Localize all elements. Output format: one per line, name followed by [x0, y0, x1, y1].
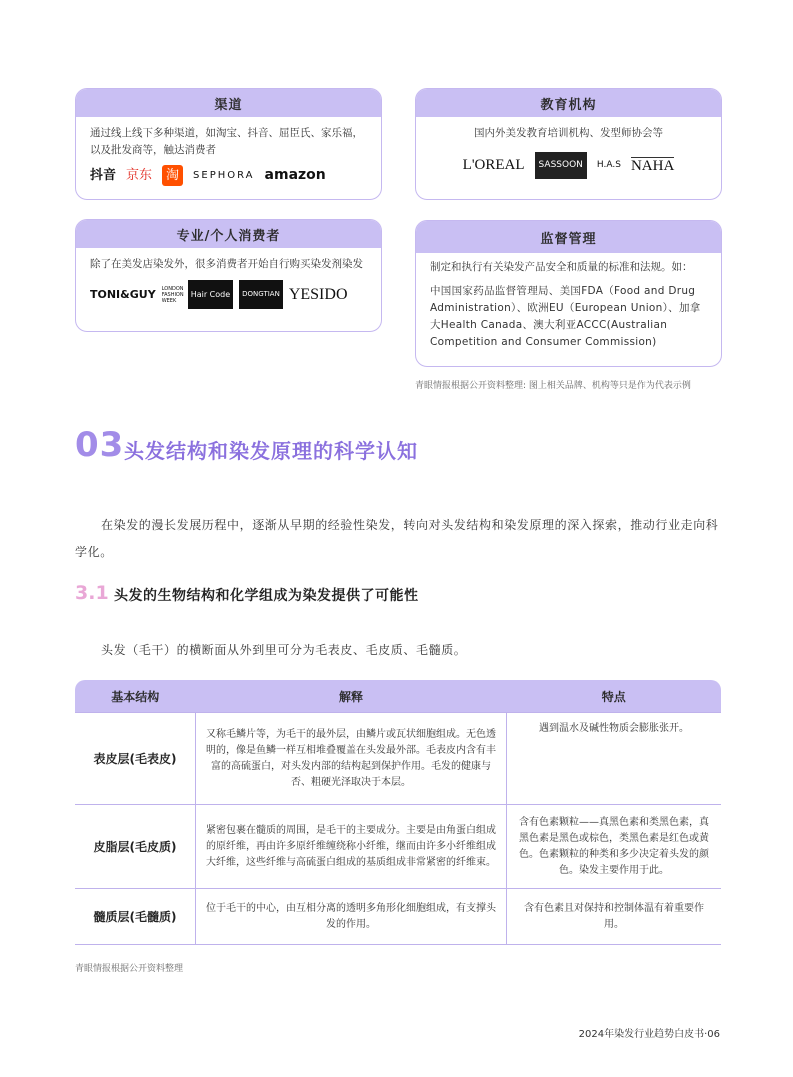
regulator-card-text: 制定和执行有关染发产品安全和质量的标准和法规。如： [430, 261, 693, 273]
section-title: 头发结构和染发原理的科学认知 [124, 439, 418, 463]
page-footer: 2024年染发行业趋势白皮书·06 [578, 1029, 720, 1040]
header-feature: 特点 [507, 680, 722, 713]
amazon-logo: amazon [264, 167, 326, 183]
taobao-logo: 淘 [162, 165, 183, 186]
table-row [75, 889, 721, 945]
intro-paragraph: 在染发的漫长发展历程中，逐渐从早期的经验性染发，转向对头发结构和染发原理的深入探索，推动行业走向科学化。 [75, 518, 719, 559]
channel-card-text: 通过线上线下多种渠道，如淘宝、抖音、屈臣氏、家乐福，以及批发商等，触达消费者 [90, 127, 363, 156]
header-structure: 基本结构 [75, 680, 196, 713]
channel-card-title: 渠道 [76, 89, 381, 117]
education-card-text: 国内外美发教育培训机构、发型师协会等 [474, 127, 663, 139]
table-header-row [75, 680, 721, 713]
education-card-title: 教育机构 [416, 89, 721, 117]
consumer-card-title: 专业/个人消费者 [76, 220, 381, 248]
table-caption: 青眼情报根据公开资料整理 [75, 964, 184, 974]
row-feature: 含有色素且对保持和控制体温有着重要作用。 [507, 889, 722, 945]
regulator-card-list: 中国国家药品监督管理局、美国FDA（Food and Drug Administration）、欧洲EU（European Union）、加拿大Health Canada、澳大利亚ACCC(Australian Competition and Consumer Commission) [430, 285, 701, 348]
regulator-card [415, 220, 722, 367]
education-logos [430, 152, 707, 179]
loreal-logo: L'OREAL [462, 157, 525, 173]
row-structure: 表皮层(毛表皮) [75, 713, 196, 805]
subsection-title: 头发的生物结构和化学组成为染发提供了可能性 [114, 588, 419, 604]
naha-logo: NAHA [630, 157, 675, 174]
table-row [75, 713, 721, 805]
row-feature: 含有色素颗粒——真黑色素和类黑色素，真黑色素是黑色或棕色，类黑色素是红色或黄色。色素颗粒的种类和多少决定着头发的颜色。染发主要作用于此。 [507, 805, 722, 889]
toniguy-logo: TONI&GUY [90, 288, 156, 301]
row-explanation: 又称毛鳞片等，为毛干的最外层，由鳞片或瓦状细胞组成。无色透明的，像是鱼鳞一样互相堆叠覆盖在头发最外部。毛表皮内含有丰富的高硫蛋白，对头发内部的结构起到保护作用。毛发的健康与否、粗硬光泽取决于本层。 [196, 713, 507, 805]
header-explanation: 解释 [196, 680, 507, 713]
channel-logos [90, 165, 367, 186]
sassoon-logo: SASSOON [535, 152, 587, 179]
subsection-number: 3.1 [75, 582, 109, 604]
yesido-logo: YESIDO [288, 286, 348, 303]
lfw-logo: LONDON FASHION WEEK [161, 285, 184, 304]
hair-structure-table [75, 680, 721, 945]
regulator-card-title: 监督管理 [416, 221, 721, 253]
table-row [75, 805, 721, 889]
consumer-logos [90, 280, 367, 309]
consumer-card-text: 除了在美发店染发外，很多消费者开始自行购买染发剂染发 [90, 258, 363, 270]
education-card [415, 88, 722, 200]
jd-logo: 京东 [126, 168, 153, 183]
haircode-logo: Hair Code [188, 280, 233, 309]
row-structure: 皮脂层(毛皮质) [75, 805, 196, 889]
has-logo: H.A.S [596, 160, 621, 170]
row-feature: 遇到温水及碱性物质会膨胀张开。 [507, 713, 722, 805]
row-structure: 髓质层(毛髓质) [75, 889, 196, 945]
figure-caption: 青眼情报根据公开资料整理: 图上相关品牌、机构等只是作为代表示例 [415, 381, 691, 391]
sephora-logo: SEPHORA [193, 170, 255, 181]
subsection-intro: 头发（毛干）的横断面从外到里可分为毛表皮、毛皮质、毛髓质。 [101, 643, 467, 657]
consumer-card [75, 219, 382, 332]
dongtian-logo: DONGTIAN [239, 280, 283, 309]
row-explanation: 紧密包裹在髓质的周围，是毛干的主要成分。主要是由角蛋白组成的原纤维，再由许多原纤维缠绕称小纤维，继而由许多小纤维组成大纤维，这些纤维与高硫蛋白组成的基质组成非常紧密的纤维束。 [196, 805, 507, 889]
section-number: 03 [75, 425, 125, 465]
douyin-logo: 抖音 [90, 168, 117, 183]
row-explanation: 位于毛干的中心，由互相分离的透明多角形化细胞组成，有支撑头发的作用。 [196, 889, 507, 945]
channel-card [75, 88, 382, 200]
